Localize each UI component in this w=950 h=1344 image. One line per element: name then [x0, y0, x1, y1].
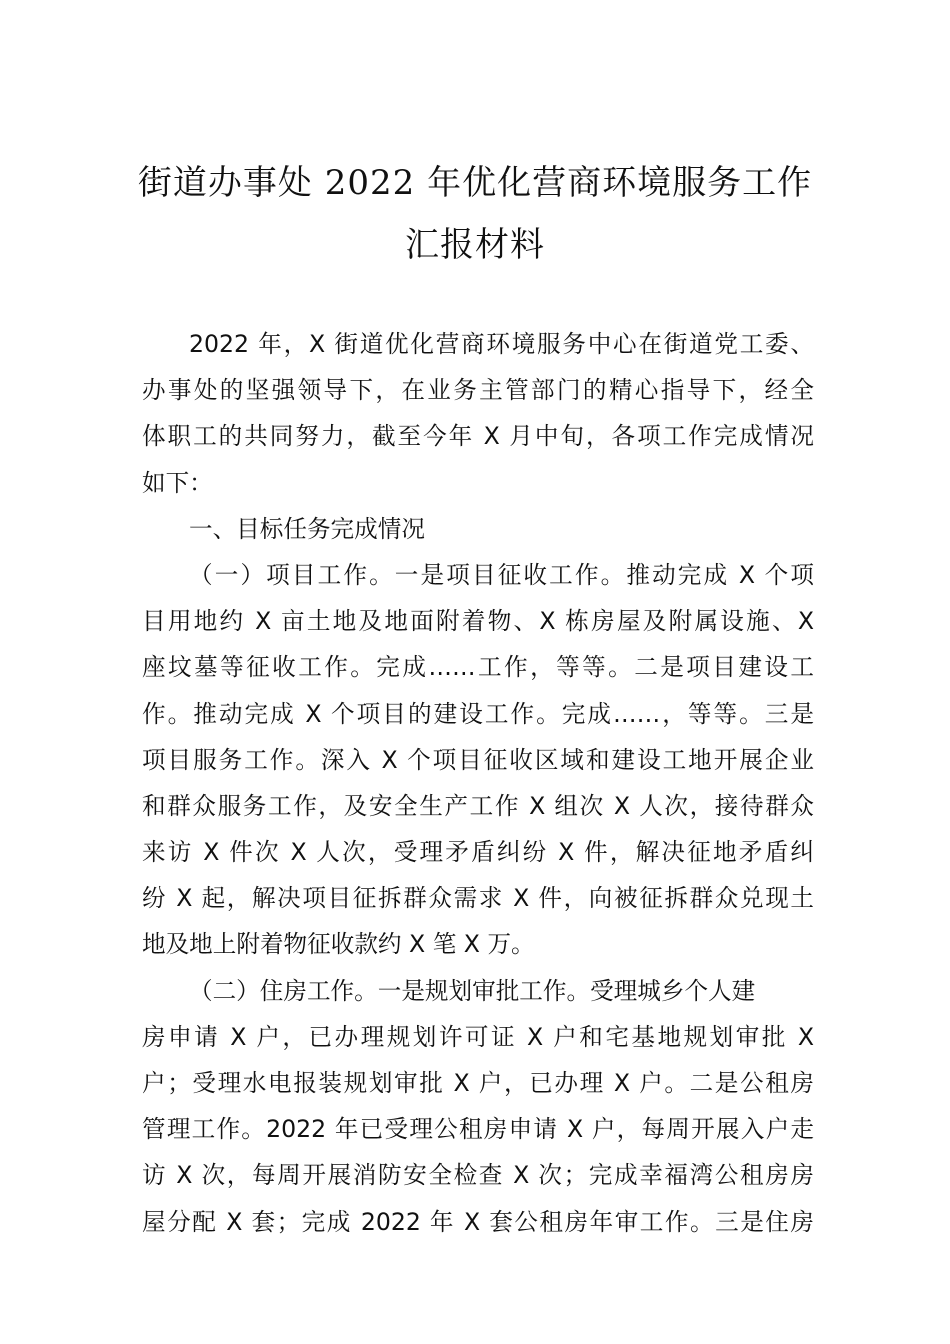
document-title-line-2: 汇报材料 — [405, 225, 545, 265]
paragraph-line: 纷 X 起，解决项目征拆群众需求 X 件，向被征拆群众兑现土 — [142, 884, 814, 913]
paragraph-line: 地及地上附着物征收款约 X 笔 X 万。 — [142, 930, 535, 959]
paragraph-line: （一）项目工作。一是项目征收工作。推动完成 X 个项 — [189, 560, 814, 589]
paragraph-line: （二）住房工作。一是规划审批工作。受理城乡个人建 — [189, 976, 756, 1005]
paragraph-line: 目用地约 X 亩土地及地面附着物、X 栋房屋及附属设施、X — [142, 607, 814, 636]
paragraph-line: 来访 X 件次 X 人次，受理矛盾纠纷 X 件，解决征地矛盾纠 — [142, 838, 814, 867]
paragraph-line: 作。推动完成 X 个项目的建设工作。完成……，等等。三是 — [142, 699, 814, 728]
paragraph-line: 和群众服务工作，及安全生产工作 X 组次 X 人次，接待群众 — [142, 791, 814, 820]
paragraph-line: 项目服务工作。深入 X 个项目征收区域和建设工地开展企业 — [142, 745, 814, 774]
paragraph-line: 2022 年，X 街道优化营商环境服务中心在街道党工委、 — [189, 330, 814, 358]
paragraph-line: 体职工的共同努力，截至今年 X 月中旬，各项工作完成情况 — [142, 422, 814, 451]
paragraph-line: 房申请 X 户，已办理规划许可证 X 户和宅基地规划审批 X — [142, 1022, 814, 1051]
paragraph-line: 管理工作。2022 年已受理公租房申请 X 户，每周开展入户走 — [142, 1115, 814, 1144]
paragraph-line: 如下： — [142, 468, 213, 497]
paragraph-line: 一、目标任务完成情况 — [189, 514, 425, 543]
document-body — [142, 321, 814, 1245]
paragraph-line: 座坟墓等征收工作。完成……工作，等等。二是项目建设工 — [142, 653, 814, 682]
paragraph-line: 屋分配 X 套；完成 2022 年 X 套公租房年审工作。三是住房 — [142, 1207, 814, 1236]
paragraph-line: 访 X 次，每周开展消防安全检查 X 次；完成幸福湾公租房房 — [142, 1161, 814, 1190]
paragraph-line: 户；受理水电报装规划审批 X 户，已办理 X 户。二是公租房 — [142, 1069, 814, 1097]
paragraph-line: 办事处的坚强领导下，在业务主管部门的精心指导下，经全 — [142, 376, 814, 405]
document-title-line-1: 街道办事处 2022 年优化营商环境服务工作 — [137, 163, 813, 203]
